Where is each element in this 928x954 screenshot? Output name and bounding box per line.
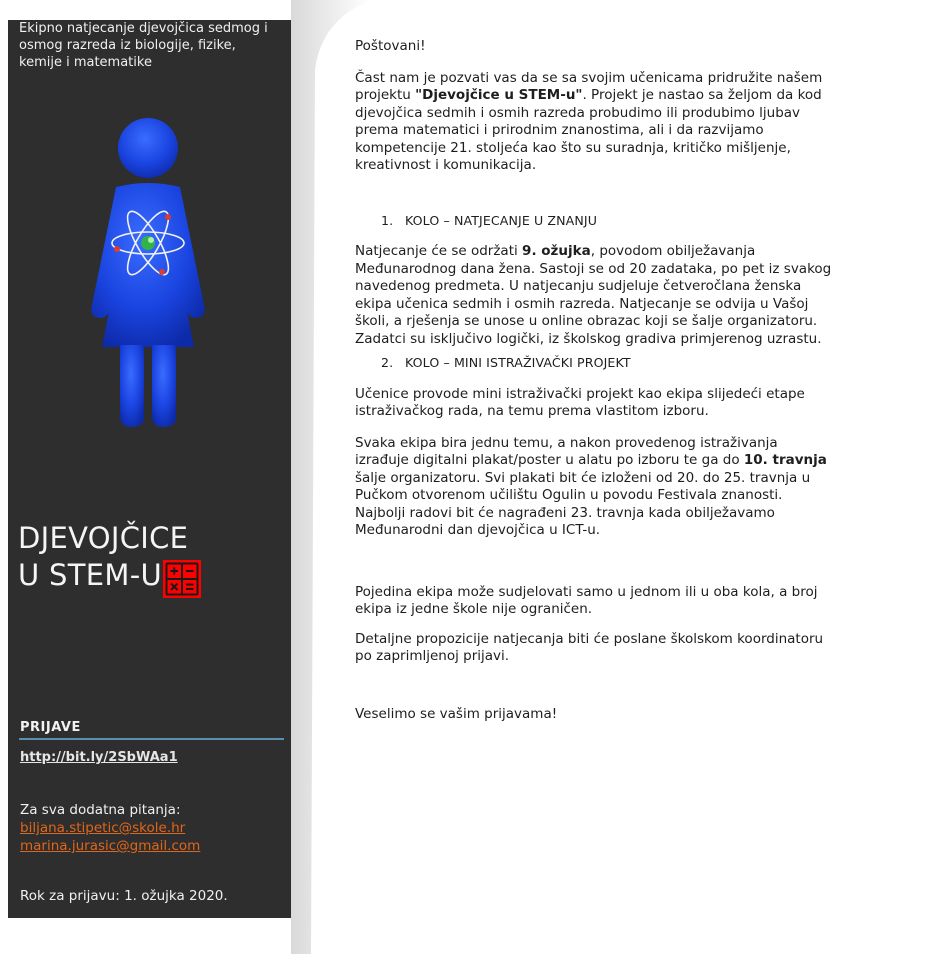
round-2-number: 2. (381, 355, 394, 370)
round-2-heading (355, 354, 835, 372)
round-2-text-continued: šalje organizatoru. Svi plakati bit će izloženi od 20. do 25. travnja u Pučkom otvorenom učilištu Ogulin u povodu Festivala znanosti. Najbolji radovi bit će nagrađeni 23. travnja kada obilježavamo Međunarodni dan djevojčica u ICT-u. (355, 469, 811, 538)
round-2-date: 10. travnja (743, 452, 827, 468)
registration-deadline: Rok za prijavu: 1. ožujka 2020. (20, 888, 228, 904)
intro-paragraph (355, 70, 835, 175)
round-1-title: KOLO – NATJECANJE U ZNANJU (405, 212, 598, 228)
invitation-letter (355, 38, 835, 723)
sidebar-intro: Ekipno natjecanje djevojčica sedmog i osmog razreda iz biologije, fizike, kemije i matematike (19, 21, 268, 70)
sidebar-panel (8, 20, 291, 918)
round-1-text: Natjecanje će se održati (355, 243, 523, 259)
round-2-title: KOLO – MINI ISTRAŽIVAČKI PROJEKT (405, 355, 631, 370)
participation-paragraph: Pojedina ekipa može sudjelovati samo u jednom ili u oba kola, a broj ekipa iz jedne škole nije ograničen. (355, 583, 818, 617)
round-1-date: 9. ožujka (522, 243, 591, 259)
registration-heading: PRIJAVE (20, 720, 81, 735)
page-title (18, 520, 201, 598)
contact-email-link[interactable]: marina.jurasic@gmail.com (20, 838, 201, 854)
round-1-text-continued: , povodom obilježavanja Međunarodnog dana žena. Sastoji se od 20 zadataka, po pet iz svakog navedenog predmeta. U natjecanju sudjeluje četveročlana ženska ekipa učenica sedmih i osmih razreda. Natjecanje se odvija u Vašoj školi, a rješenja se unose u online obrazac koji se šalje organizatoru. Zadatci su isključivo logički, iz školskog gradiva primjerenog uzrastu. (355, 243, 832, 347)
registration-link[interactable]: http://bit.ly/2SbWAa1 (20, 750, 178, 765)
woman-atom-icon (68, 115, 228, 435)
closing-line: Veselimo se vašim prijavama! (355, 705, 558, 722)
project-name: "Djevojčice u STEM-u" (415, 87, 583, 103)
headline-line-2-row (18, 557, 201, 598)
greeting: Poštovani! (355, 38, 426, 54)
round-1-paragraph (355, 243, 835, 348)
headline-line-1: DJEVOJČICE (18, 521, 189, 555)
details-paragraph: Detaljne propozicije natjecanja biti će poslane školskom koordinatoru po zaprimljenoj prijavi. (355, 630, 824, 664)
contact-question: Za sva dodatna pitanja: (20, 802, 181, 818)
calculator-icon (163, 560, 201, 598)
registration-divider (19, 738, 284, 740)
round-1-heading (355, 212, 835, 230)
round-1-number: 1. (381, 212, 394, 228)
intro-text: Čast nam je pozvati vas da se sa svojim učenicama pridružite našem projektu (355, 69, 823, 103)
headline-line-2: U STEM-U (18, 558, 163, 592)
round-2-paragraph-2 (355, 435, 835, 540)
contact-email-link[interactable]: biljana.stipetic@skole.hr (20, 820, 186, 836)
intro-text-continued: . Projekt je nastao sa željom da kod djevojčica sedmih i osmih razreda probudimo ili produbimo ljubav prema matematici i prirodnim znanostima, ali i da razvijamo kompetencije 21. stoljeća kao što su suradnja, kritičko mišljenje, kreativnost i komunikacija. (355, 87, 822, 173)
round-2-text: Svaka ekipa bira jednu temu, a nakon provedenog istraživanja izrađuje digitalni plakat/poster u alatu po izboru te ga do (355, 434, 778, 468)
round-2-paragraph-1: Učenice provode mini istraživački projekt kao ekipa slijedeći etape istraživačkog rada, na temu prema vlastitom izboru. (355, 385, 805, 419)
